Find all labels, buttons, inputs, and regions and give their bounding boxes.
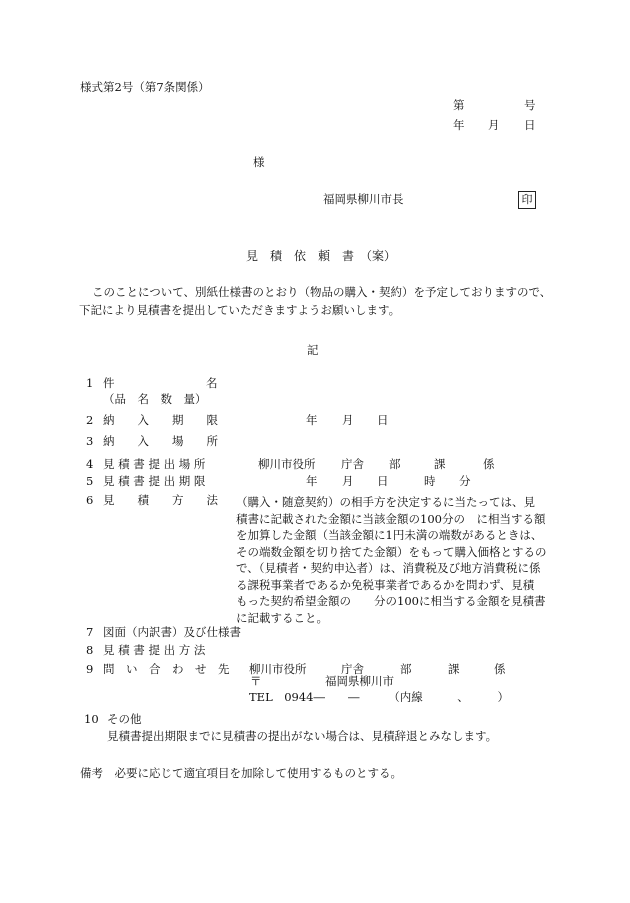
item-3-label: 納 入 場 所 bbox=[103, 434, 218, 448]
item-2-number: 2 bbox=[86, 413, 94, 427]
item-5-label: 見 積 書 提 出 期 限 bbox=[103, 474, 206, 488]
date-day: 日 bbox=[524, 118, 536, 132]
ki-heading: 記 bbox=[307, 343, 319, 357]
item-5-month: 月 bbox=[342, 474, 354, 488]
item-9-number: 9 bbox=[86, 662, 94, 676]
document-number-suffix: 号 bbox=[524, 98, 536, 112]
item-4-number: 4 bbox=[86, 457, 94, 471]
item-6-line: （購入・随意契約）の相手方を決定するに当たっては、見 bbox=[236, 495, 535, 509]
date-month: 月 bbox=[488, 118, 500, 132]
item-6-label: 見 積 方 法 bbox=[103, 493, 218, 507]
remarks-note: 備考 必要に応じて適宜項目を加除して使用するものとする。 bbox=[80, 766, 402, 780]
item-6-line: その端数金額を切り捨てた金額）をもって購入価格とするの bbox=[236, 544, 547, 559]
item-9-city: 福岡県柳川市 bbox=[325, 674, 394, 688]
item-4-dept: 部 bbox=[389, 457, 401, 471]
item-5-number: 5 bbox=[86, 474, 94, 488]
item-5-year: 年 bbox=[306, 474, 318, 488]
sender-name: 福岡県柳川市長 bbox=[323, 192, 404, 206]
item-2-label: 納 入 期 限 bbox=[103, 413, 218, 427]
item-6-line: で、（見積者・契約申込者）は、消費税及び地方消費税に係 bbox=[236, 561, 541, 575]
item-8-number: 8 bbox=[86, 643, 94, 657]
item-8-label: 見 積 書 提 出 方 法 bbox=[103, 643, 206, 657]
item-3-number: 3 bbox=[86, 434, 94, 448]
item-7-number: 7 bbox=[86, 625, 94, 639]
item-9-label: 問 い 合 わ せ 先 bbox=[103, 662, 230, 676]
intro-line-1: このことについて、別紙仕様書のとおり（物品の購入・契約）を予定しておりますので、 bbox=[92, 285, 552, 299]
item-2-day: 日 bbox=[377, 413, 389, 427]
item-4-label: 見 積 書 提 出 場 所 bbox=[103, 457, 206, 471]
item-4-building: 庁舎 bbox=[341, 457, 364, 471]
item-5-hour: 時 bbox=[424, 474, 436, 488]
item-10-label: その他 bbox=[107, 712, 142, 726]
seal-stamp: 印 bbox=[518, 191, 536, 209]
item-5-minute: 分 bbox=[459, 474, 471, 488]
document-title: 見 積 依 頼 書 （案） bbox=[246, 249, 397, 263]
intro-line-2: 下記により見積書を提出していただきますようお願いします。 bbox=[79, 303, 401, 317]
item-6-line: に記載すること。 bbox=[236, 610, 328, 625]
item-6-number: 6 bbox=[86, 493, 94, 507]
item-6-line: を加算した金額（当該金額に1円未満の端数があるときは、 bbox=[236, 528, 543, 542]
item-7-label: 図面（内訳書）及び仕様書 bbox=[103, 625, 241, 639]
item-6-line: る課税事業者であるか免税事業者であるかを問わず、見積 bbox=[236, 577, 535, 592]
item-10-number: 10 bbox=[84, 712, 99, 726]
item-9-telephone: TEL 0944― ― （内線 、 ） bbox=[249, 690, 509, 704]
item-6-line: もった契約希望金額の 分の100に相当する金額を見積書 bbox=[236, 594, 546, 608]
item-6-text bbox=[236, 494, 566, 626]
item-9-section: 課 bbox=[448, 662, 460, 676]
item-6-line: 積書に記載された金額に当該金額の100分の に相当する額 bbox=[236, 511, 546, 526]
item-9-building: 庁舎 bbox=[341, 662, 364, 676]
item-9-postal-mark: 〒 bbox=[250, 674, 262, 688]
date-year: 年 bbox=[453, 118, 465, 132]
item-2-year: 年 bbox=[306, 413, 318, 427]
item-2-month: 月 bbox=[342, 413, 354, 427]
item-5-day: 日 bbox=[377, 474, 389, 488]
item-1-label-ken: 件 bbox=[103, 376, 115, 390]
item-1-number: 1 bbox=[86, 376, 94, 390]
addressee-honorific: 様 bbox=[253, 155, 265, 169]
item-1-label-mei: 名 bbox=[206, 376, 218, 390]
item-4-unit: 係 bbox=[483, 457, 495, 471]
item-4-section: 課 bbox=[434, 457, 446, 471]
item-1-sublabel: （品 名 数 量） bbox=[103, 392, 207, 406]
item-9-office: 柳川市役所 bbox=[249, 662, 307, 676]
item-9-dept: 部 bbox=[400, 662, 412, 676]
item-10-text: 見積書提出期限までに見積書の提出がない場合は、見積辞退とみなします。 bbox=[107, 729, 498, 743]
item-9-unit: 係 bbox=[494, 662, 506, 676]
form-number: 様式第2号（第7条関係） bbox=[80, 80, 210, 94]
item-4-office: 柳川市役所 bbox=[258, 457, 316, 471]
document-number-prefix: 第 bbox=[453, 98, 465, 112]
